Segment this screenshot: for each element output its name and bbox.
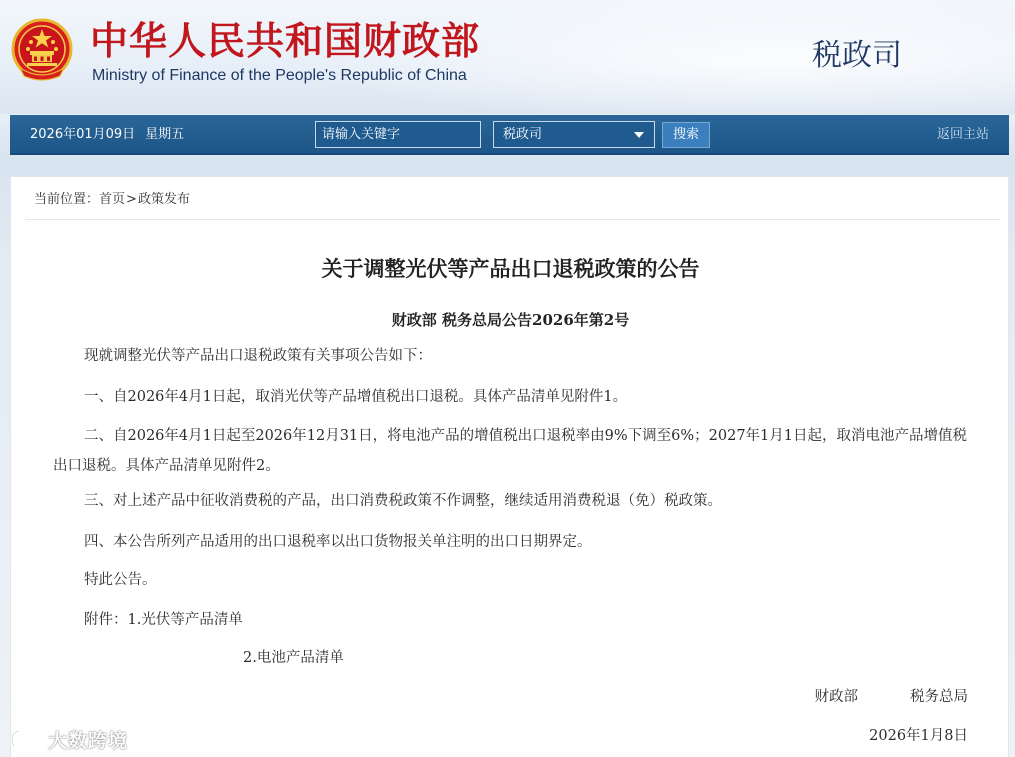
back-to-main-site-link[interactable]: 返回主站 [936,127,989,142]
article-closing: 特此公告。 [84,572,157,588]
department-name: 税政司 [812,38,902,73]
chevron-down-icon [634,132,644,138]
article-paragraph-3: 三、对上述产品中征收消费税的产品，出口消费税政策不作调整，继续适用消费税退（免）税政策。 [84,493,722,509]
signatory-ministry: 财政部 [814,689,858,705]
breadcrumb-home[interactable]: 首页 [99,192,126,207]
document-number: 财政部 税务总局公告2026年第2号 [391,311,630,329]
breadcrumb-separator: > [126,192,137,207]
article-paragraph-4: 四、本公告所列产品适用的出口退税率以出口货物报关单注明的出口日期界定。 [84,534,592,550]
article-paragraph-intro: 现就调整光伏等产品出口退税政策有关事项公告如下： [84,348,432,364]
brand-logo-icon [8,726,44,752]
attachment-1: 附件：1.光伏等产品清单 [84,612,243,628]
ministry-name-cn: 中华人民共和国财政部 [90,19,481,63]
current-date [30,126,184,144]
breadcrumb [34,191,190,209]
breadcrumb-policy-release[interactable]: 政策发布 [137,192,190,207]
watermark [8,724,128,754]
date-text: 2026年01月09日 [30,127,136,142]
article-title: 关于调整光伏等产品出口退税政策的公告 [321,257,700,281]
scope-select[interactable] [493,121,655,148]
breadcrumb-divider [25,219,1000,220]
search-button[interactable]: 搜索 [662,122,710,148]
national-emblem-icon [10,18,74,84]
breadcrumb-prefix: 当前位置： [34,192,100,207]
article-card [10,176,1009,757]
signatories [11,682,968,712]
site-header [0,0,1015,114]
watermark-text: 大数跨境 [48,729,129,752]
attachment-2: 2.电池产品清单 [243,650,344,666]
sign-date: 2026年1月8日 [869,728,968,744]
article-paragraph-1: 一、自2026年4月1日起，取消光伏等产品增值税出口退税。具体产品清单见附件1。 [84,389,628,405]
scope-selected-label: 税政司 [503,127,543,142]
search-input[interactable] [315,121,481,148]
weekday-text: 星期五 [145,127,185,142]
nav-bar [10,115,1009,155]
article-paragraph-2: 二、自2026年4月1日起至2026年12月31日，将电池产品的增值税出口退税率由9%下调至6%；2027年1月1日起，取消电池产品增值税出口退税。具体产品清单见附件2。 [53,428,968,474]
signatory-tax-bureau: 税务总局 [910,689,968,705]
ministry-name-en: Ministry of Finance of the People's Republic of China [92,67,467,84]
